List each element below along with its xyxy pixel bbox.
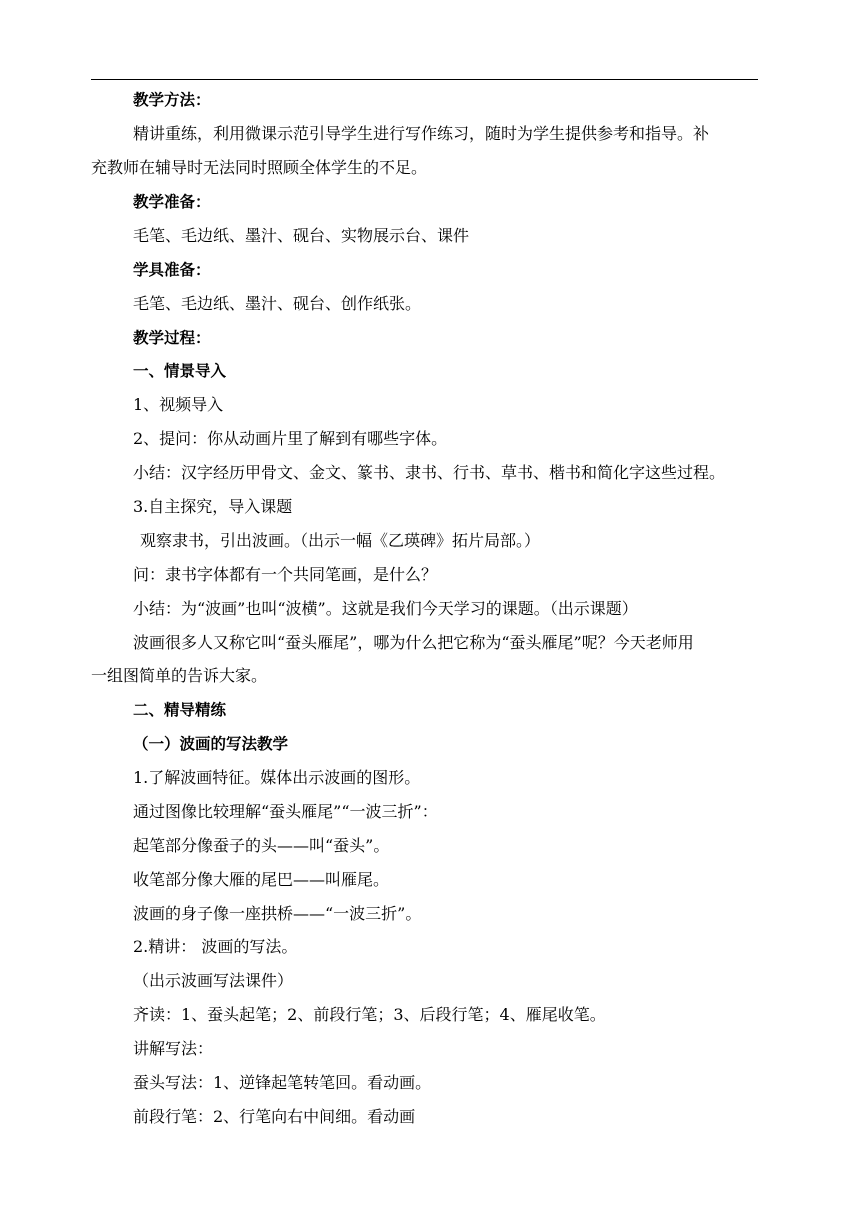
paragraph-line: 收笔部分像大雁的尾巴——叫雁尾。 — [133, 870, 390, 889]
paragraph-line: 毛笔、毛边纸、墨汁、砚台、实物展示台、课件 — [133, 226, 470, 245]
paragraph-line: 问：隶书字体都有一个共同笔画，是什么？ — [133, 565, 438, 584]
paragraph-line: （出示波画写法课件） — [133, 971, 294, 990]
paragraph-line: 1.了解波画特征。媒体出示波画的图形。 — [133, 768, 421, 787]
section-heading-2: 二、精导精练 — [133, 701, 227, 719]
paragraph-line: 前段行笔：2、行笔向右中间细。看动画 — [133, 1107, 416, 1126]
paragraph-line: 2.精讲： 波画的写法。 — [133, 937, 298, 956]
section-heading-1: 一、情景导入 — [133, 362, 227, 380]
paragraph-line: 充教师在辅导时无法同时照顾全体学生的不足。 — [91, 158, 428, 177]
heading-teaching-prep: 教学准备： — [133, 193, 211, 211]
paragraph-line: 一组图简单的告诉大家。 — [91, 666, 268, 685]
paragraph-line: 齐读：1、蚕头起笔；2、前段行笔；3、后段行笔；4、雁尾收笔。 — [133, 1005, 606, 1024]
header-rule — [91, 79, 758, 80]
paragraph-line: 小结：为“波画”也叫“波横”。这就是我们今天学习的课题。（出示课题） — [133, 599, 638, 618]
paragraph-line: 1、视频导入 — [133, 395, 224, 414]
paragraph-line: 通过图像比较理解“蚕头雁尾”“一波三折”： — [133, 802, 438, 821]
paragraph-line: 精讲重练，利用微课示范引导学生进行写作练习，随时为学生提供参考和指导。补 — [133, 124, 710, 143]
paragraph-line: 3.自主探究，导入课题 — [133, 497, 293, 516]
paragraph-line: 蚕头写法：1、逆锋起笔转笔回。看动画。 — [133, 1073, 432, 1092]
paragraph-line: 观察隶书，引出波画。（出示一幅《乙瑛碑》拓片局部。） — [140, 531, 541, 550]
heading-teaching-method: 教学方法： — [133, 91, 211, 109]
heading-teaching-process: 教学过程： — [133, 329, 211, 347]
paragraph-line: 起笔部分像蚕子的头——叫“蚕头”。 — [133, 836, 390, 855]
paragraph-line: 小结：汉字经历甲骨文、金文、篆书、隶书、行书、草书、楷书和简化字这些过程。 — [133, 463, 726, 482]
paragraph-line: 毛笔、毛边纸、墨汁、砚台、创作纸张。 — [133, 294, 422, 313]
subsection-heading: （一）波画的写法教学 — [133, 735, 289, 753]
paragraph-line: 2、提问：你从动画片里了解到有哪些字体。 — [133, 429, 448, 448]
heading-student-prep: 学具准备： — [133, 261, 211, 279]
paragraph-line: 讲解写法： — [133, 1039, 214, 1058]
paragraph-line: 波画的身子像一座拱桥——“一波三折”。 — [133, 904, 422, 923]
paragraph-line: 波画很多人又称它叫“蚕头雁尾”，哪为什么把它称为“蚕头雁尾”呢？今天老师用 — [133, 633, 694, 652]
